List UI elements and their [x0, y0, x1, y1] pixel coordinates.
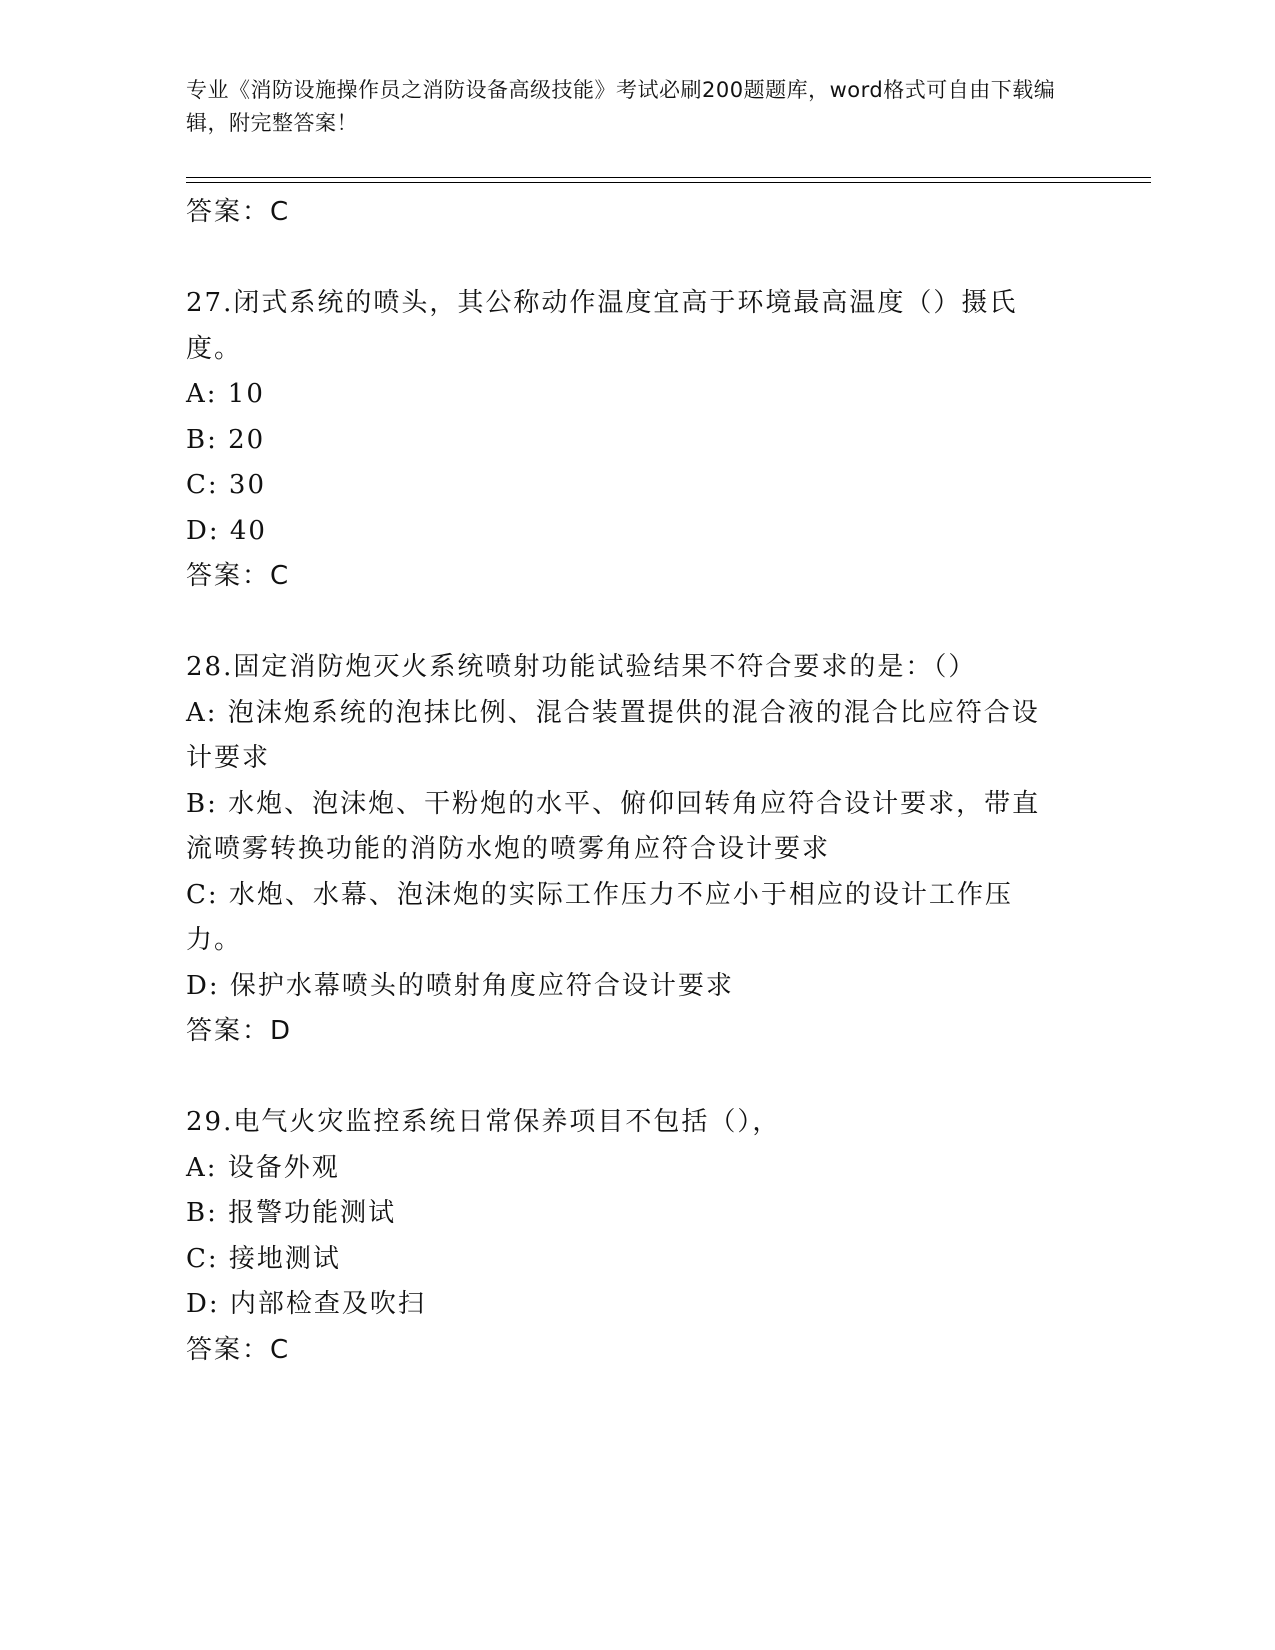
option-d: D: 内部检查及吹扫 [186, 1289, 426, 1319]
spacer [186, 1055, 1066, 1101]
document-header: 专业《消防设施操作员之消防设备高级技能》考试必刷200题题库，word格式可自由下载编辑，附完整答案！ [186, 78, 1056, 135]
question-stem: 29.电气火灾监控系统日常保养项目不包括（）， [186, 1107, 781, 1137]
option-b: B: 水炮、泡沫炮、干粉炮的水平、俯仰回转角应符合设计要求，带直流喷雾转换功能的消防水炮的喷雾角应符合设计要求 [186, 788, 1041, 864]
header-divider-top [186, 177, 1151, 178]
question-content [186, 190, 1066, 1373]
question-27 [186, 281, 1066, 600]
option-c: C: 30 [186, 470, 267, 500]
option-b: B: 20 [186, 424, 266, 455]
question-28 [186, 645, 1066, 1055]
option-a: A: 10 [186, 379, 265, 409]
option-a: A: 设备外观 [186, 1152, 340, 1183]
option-a: A: 泡沫炮系统的泡抹比例、混合装置提供的混合液的混合比应符合设计要求 [186, 697, 1040, 773]
question-answer: 答案：D [186, 1016, 293, 1046]
option-d: D: 保护水幕喷头的喷射角度应符合设计要求 [186, 970, 734, 1001]
spacer [186, 236, 1066, 282]
spacer [186, 600, 1066, 646]
option-c: C: 接地测试 [186, 1243, 341, 1274]
header-divider-bottom [186, 182, 1151, 183]
option-c: C: 水炮、水幕、泡沫炮的实际工作压力不应小于相应的设计工作压力。 [186, 879, 1013, 955]
question-answer: 答案：C [186, 561, 291, 591]
previous-answer: 答案：C [186, 197, 291, 227]
question-stem: 28.固定消防炮灭火系统喷射功能试验结果不符合要求的是：（） [186, 652, 977, 682]
question-stem: 27.闭式系统的喷头，其公称动作温度宜高于环境最高温度（）摄氏度。 [186, 288, 1018, 364]
option-b: B: 报警功能测试 [186, 1198, 397, 1228]
question-29 [186, 1100, 1066, 1373]
option-d: D: 40 [186, 515, 267, 546]
question-answer: 答案：C [186, 1334, 291, 1365]
